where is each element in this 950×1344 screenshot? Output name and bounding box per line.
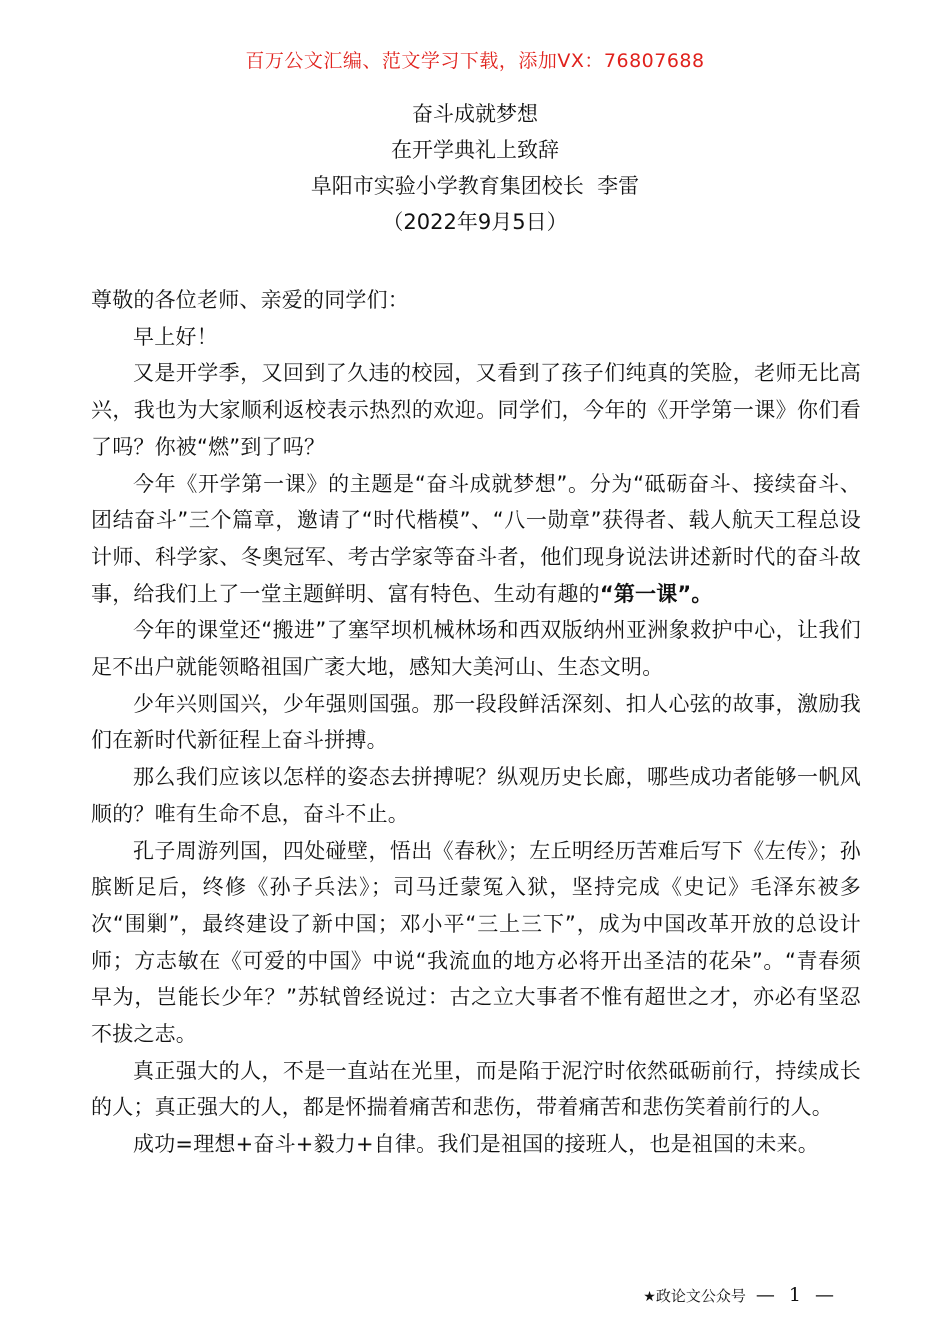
paragraph-1: 又是开学季，又回到了久违的校园，又看到了孩子们纯真的笑脸，老师无比高兴，我也为大家顺利返校表示热烈的欢迎。同学们，今年的《开学第一课》你们看了吗？你被“燃”到了吗？ [91, 361, 861, 459]
page-number: — 1 — [755, 1284, 838, 1306]
greeting: 早上好！ [133, 324, 218, 349]
salutation: 尊敬的各位老师、亲爱的同学们： [91, 288, 409, 312]
watermark-header: 百万公文汇编、范文学习下载，添加VX：76807688 [245, 50, 705, 72]
paragraph-4: 少年兴则国兴，少年强则国强。那一段段鲜活深刻、扣人心弦的故事，激励我们在新时代新征程上奋斗拼搏。 [91, 691, 861, 753]
paragraph-3: 今年的课堂还“搬进”了塞罕坝机械林场和西双版纳州亚洲象救护中心，让我们足不出户就能领略祖国广袤大地，感知大美河山、生态文明。 [91, 618, 861, 680]
footer-source: 政论文公众号 [655, 1287, 746, 1305]
speech-title: 奋斗成就梦想 [412, 102, 538, 126]
speech-body [91, 282, 861, 1163]
paragraph-7: 真正强大的人，不是一直站在光里，而是陷于泥泞时依然砥砺前行，持续成长的人；真正强大的人，都是怀揣着痛苦和悲伤，带着痛苦和悲伤笑着前行的人。 [91, 1058, 861, 1120]
star-icon: ★ [643, 1289, 656, 1305]
speaker-line: 阜阳市实验小学教育集团校长 李雷 [310, 174, 640, 198]
paragraph-2 [91, 466, 861, 613]
page-footer [643, 1284, 838, 1306]
speech-date: （2022年9月5日） [382, 210, 568, 234]
paragraph-2-text: 今年《开学第一课》的主题是“奋斗成就梦想”。分为“砥砺奋斗、接续奋斗、团结奋斗”三个篇章，邀请了“时代楷模”、“八一勋章”获得者、载人航天工程总设计师、科学家、冬奥冠军、考古学家等奋斗者，他们现身说法讲述新时代的奋斗故事，给我们上了一堂主题鲜明、富有特色、生动有趣的 [91, 471, 861, 606]
title-block [0, 96, 950, 240]
paragraph-2-bold: “第一课”。 [599, 581, 713, 606]
speech-subtitle: 在开学典礼上致辞 [391, 138, 559, 162]
paragraph-6: 孔子周游列国，四处碰壁，悟出《春秋》；左丘明经历苦难后写下《左传》；孙膑断足后，终修《孙子兵法》；司马迁蒙冤入狱，坚持完成《史记》毛泽东被多次“围剿”，最终建设了新中国；邓小平“三上三下”，成为中国改革开放的总设计师；方志敏在《可爱的中国》中说“我流血的地方必将开出圣洁的花朵”。“青春须早为，岂能长少年？”苏轼曾经说过：古之立大事者不惟有超世之才，亦必有坚忍不拔之志。 [91, 838, 861, 1047]
paragraph-5: 那么我们应该以怎样的姿态去拼搏呢？纵观历史长廊，哪些成功者能够一帆风顺的？唯有生命不息，奋斗不止。 [91, 765, 861, 826]
paragraph-8: 成功=理想+奋斗+毅力+自律。我们是祖国的接班人，也是祖国的未来。 [133, 1132, 819, 1157]
